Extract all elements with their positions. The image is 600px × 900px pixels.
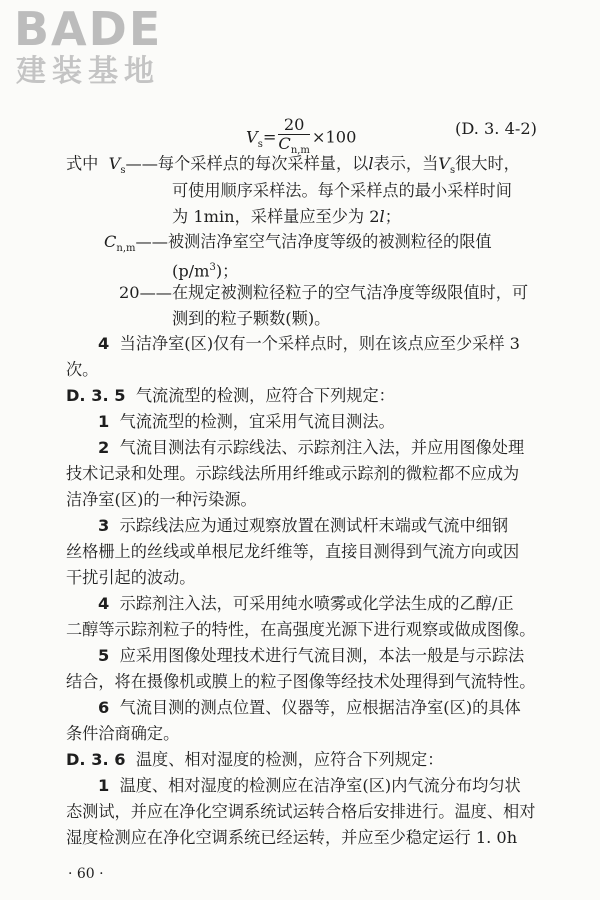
d35-item5-line2: 结合，将在摄像机或膜上的粒子图像等经技术处理得到气流特性。: [66, 672, 536, 691]
where-cn-line2: $(p/m^3)$；: [172, 261, 239, 281]
formula-vs: $V_s=$ $\frac{20}{C_{n,m}}$ ×100: [246, 116, 356, 160]
formula-label: (D. 3. 4-2): [455, 119, 537, 138]
d35-item4-line2: 二醇等示踪剂粒子的特性，在高强度光源下进行观察或做成图像。: [66, 620, 536, 639]
logo-brand: BADE: [14, 2, 163, 56]
where-twenty-line1: 20——在规定被测粒径粒子的空气洁净度等级限值时，可: [119, 283, 529, 302]
p4-line2: 次。: [66, 360, 99, 379]
p4-line1: 4 当洁净室(区)仅有一个采样点时，则在该点应至少采样 3: [98, 334, 520, 353]
where-cn-line1: $C_{n,m}——$被测洁净室空气洁净度等级的被测粒径的限值: [104, 232, 492, 255]
d35-item3-line3: 干扰引起的波动。: [66, 568, 196, 587]
d35-item6-line1: 6 气流目测的测点位置、仪器等，应根据洁净室(区)的具体: [98, 698, 521, 717]
d35-item3-line1: 3 示踪线法应为通过观察放置在测试杆末端或气流中细钢: [98, 516, 509, 535]
d35-item4-line1: 4 示踪剂注入法，可采用纯水喷雾或化学法生成的乙醇/正: [98, 594, 514, 613]
d36-item1-line2: 态测试，并应在净化空调系统试运转合格后安排进行。温度、相对: [66, 802, 536, 821]
d35-item6-line2: 条件洽商确定。: [66, 724, 180, 743]
d36-item1-line1: 1 温度、相对湿度的检测应在洁净室(区)内气流分布均匀状: [98, 776, 521, 795]
bade-logo: [14, 4, 184, 92]
d35-item2-line1: 2 气流目测法有示踪线法、示踪剂注入法，并应用图像处理: [98, 438, 525, 457]
where-vs-line3: 为 1min，采样量应至少为 2l；: [172, 207, 401, 226]
where-twenty-line2: 测到的粒子颗数(颗)。: [172, 309, 331, 328]
formula-fraction: $\frac{20}{C_{n,m}}$: [278, 115, 310, 157]
d35-item3-line2: 丝格栅上的丝线或单根尼龙纤维等，直接目测得到气流方向或因: [66, 542, 520, 561]
d35-item5-line1: 5 应采用图像处理技术进行气流目测，本法一般是与示踪法: [98, 646, 525, 665]
where-vs-line1: 式中 $V_s——$每个采样点的每次采样量，以l表示，当$V_s$很大时，: [66, 154, 520, 177]
d35-item2-line2: 技术记录和处理。示踪线法所用纤维或示踪剂的微粒都不应成为: [66, 464, 520, 483]
logo-subtitle: 建装基地: [16, 54, 160, 89]
d35-heading: D. 3. 5 气流流型的检测，应符合下列规定：: [66, 386, 395, 405]
d36-heading: D. 3. 6 温度、相对湿度的检测，应符合下列规定：: [66, 750, 444, 769]
d35-item1: 1 气流流型的检测，宜采用气流目测法。: [98, 412, 395, 431]
d35-item2-line3: 洁净室(区)的一种污染源。: [66, 490, 257, 509]
d36-item1-line3: 湿度检测应在净化空调系统已经运转，并应至少稳定运行 1. 0h: [66, 828, 518, 847]
page-number: · 60 ·: [68, 866, 104, 882]
where-vs-line2: 可使用顺序采样法。每个采样点的最小采样时间: [172, 181, 512, 200]
